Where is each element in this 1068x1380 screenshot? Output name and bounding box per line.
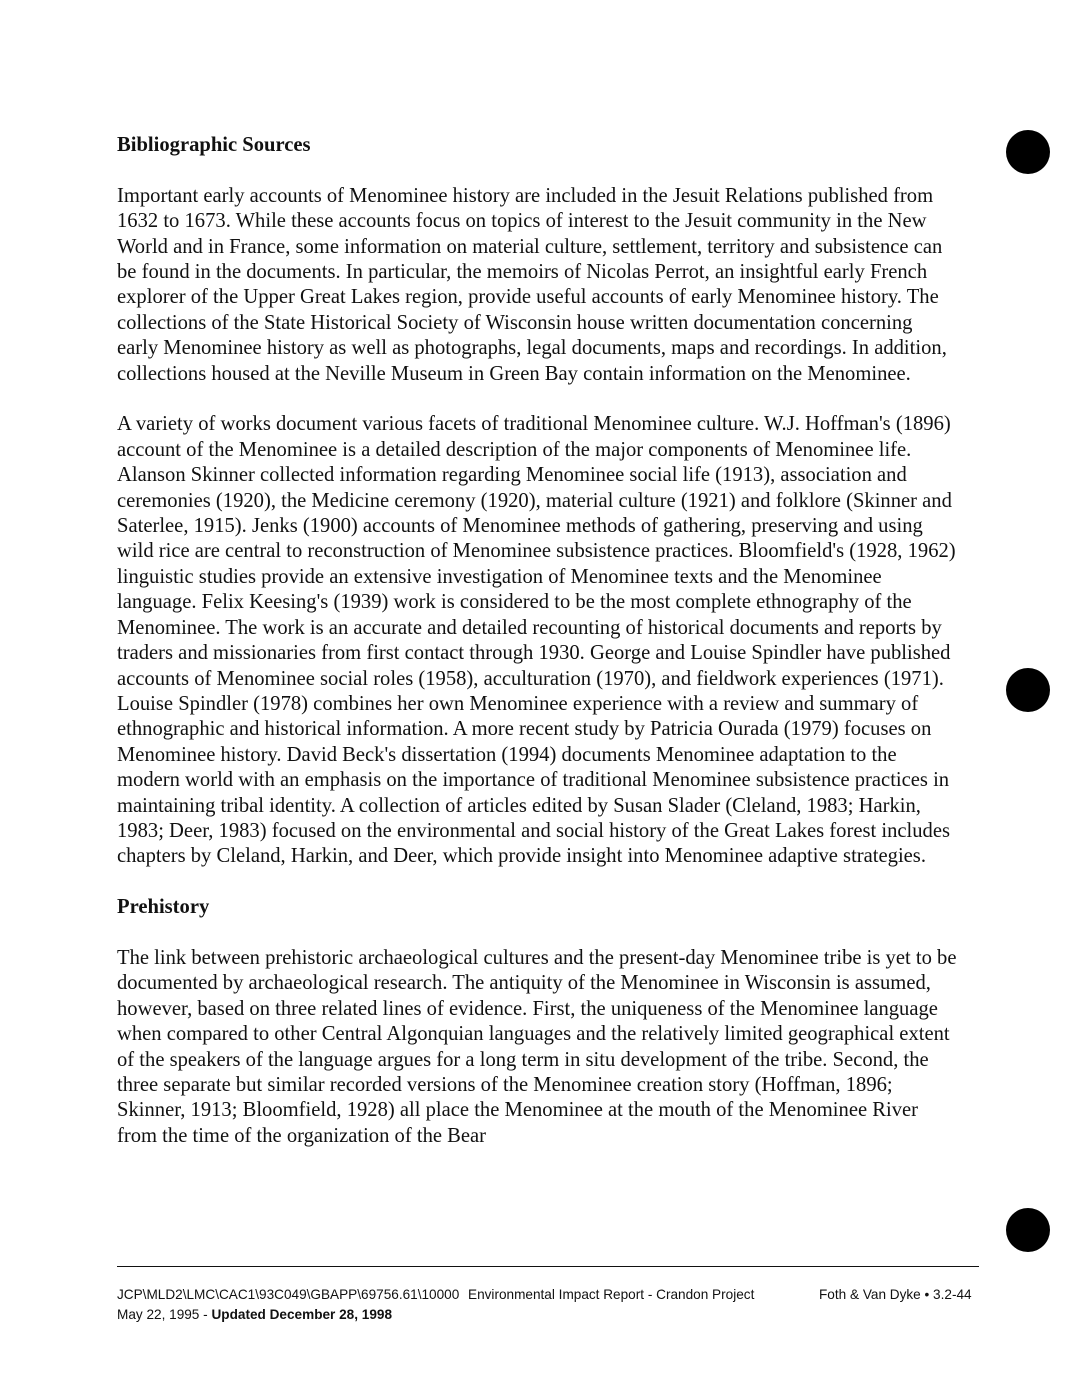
footer-updated-date: Updated December 28, 1998 [211, 1307, 393, 1322]
document-body [117, 133, 957, 1149]
section-heading-prehistory: Prehistory [117, 896, 210, 919]
footer-left [117, 1285, 459, 1325]
paragraph: Important early accounts of Menominee history are included in the Jesuit Relations published from 1632 to 1673. While these accounts focus on topics of interest to the Jesuit community in the New World and in France, some information on material culture, settlement, territory and subsistence can be found in the documents. In particular, the memoirs of Nicolas Perrot, an insightful early French explorer of the Upper Great Lakes region, provide useful accounts of early Menominee history. The collections of the State Historical Society of Wisconsin house written documentation concerning early Menominee history as well as photographs, legal documents, maps and recordings. In addition, collections housed at the Neville Museum in Green Bay contain information on the Menominee. [117, 184, 947, 385]
footer-page-number: Foth & Van Dyke • 3.2-44 [819, 1287, 972, 1302]
section-heading-bibliographic-sources: Bibliographic Sources [117, 134, 311, 156]
footer-file-path: JCP\MLD2\LMC\CAC1\93C049\GBAPP\69756.61\10000 [117, 1287, 460, 1302]
punch-hole [1006, 130, 1050, 174]
footer-divider [117, 1266, 979, 1267]
paragraph: The link between prehistoric archaeological cultures and the present-day Menominee tribe is yet to be documented by archaeological research. The antiquity of the Menominee in Wisconsin is assumed, however, based on three related lines of evidence. First, the uniqueness of the Menominee language when compared to other Central Algonquian languages and the relatively limited geographical extent of the speakers of the language argues for a long term in situ development of the tribe. Second, the three separate but similar recorded versions of the Menominee creation story (Hoffman, 1896; Skinner, 1913; Bloomfield, 1928) all place the Menominee at the mouth of the Menominee River from the time of the organization of the Bear [117, 946, 957, 1147]
punch-hole [1006, 1208, 1050, 1252]
punch-hole [1006, 668, 1050, 712]
paragraph: A variety of works document various facets of traditional Menominee culture. W.J. Hoffman's (1896) account of the Menominee is a detailed description of the major components of Menominee life. Alanson Skinner collected information regarding Menominee social life (1913), association and ceremonies (1920), the Medicine ceremony (1920), material culture (1921) and folklore (Skinner and Saterlee, 1915). Jenks (1900) accounts of Menominee methods of gathering, preserving and using wild rice are central to reconstruction of Menominee subsistence practices. Bloomfield's (1928, 1962) linguistic studies provide an extensive investigation of Menominee texts and the Menominee language. Felix Keesing's (1939) work is considered to be the most complete ethnography of the Menominee. The work is an accurate and detailed recounting of historical documents and reports by traders and missionaries from first contact through 1930. George and Louise Spindler have published accounts of Menominee social roles (1958), acculturation (1970), and fieldwork experiences (1971). Louise Spindler (1978) combines her own Menominee experience with a review and summary of ethnographic and historical information. A more recent study by Patricia Ourada (1979) focuses on Menominee history. David Beck's dissertation (1994) documents Menominee adaptation to the modern world with an emphasis on the importance of traditional Menominee subsistence practices in maintaining tribal identity. A collection of articles edited by Susan Slader (Cleland, 1983; Harkin, 1983; Deer, 1983) focused on the environmental and social history of the Great Lakes forest includes chapters by Cleland, Harkin, and Deer, which provide insight into Menominee adaptive strategies. [117, 413, 956, 868]
footer-date-line [117, 1305, 459, 1325]
footer-date: May 22, 1995 - [117, 1307, 212, 1322]
footer-report-title: Environmental Impact Report - Crandon Project [468, 1287, 755, 1302]
